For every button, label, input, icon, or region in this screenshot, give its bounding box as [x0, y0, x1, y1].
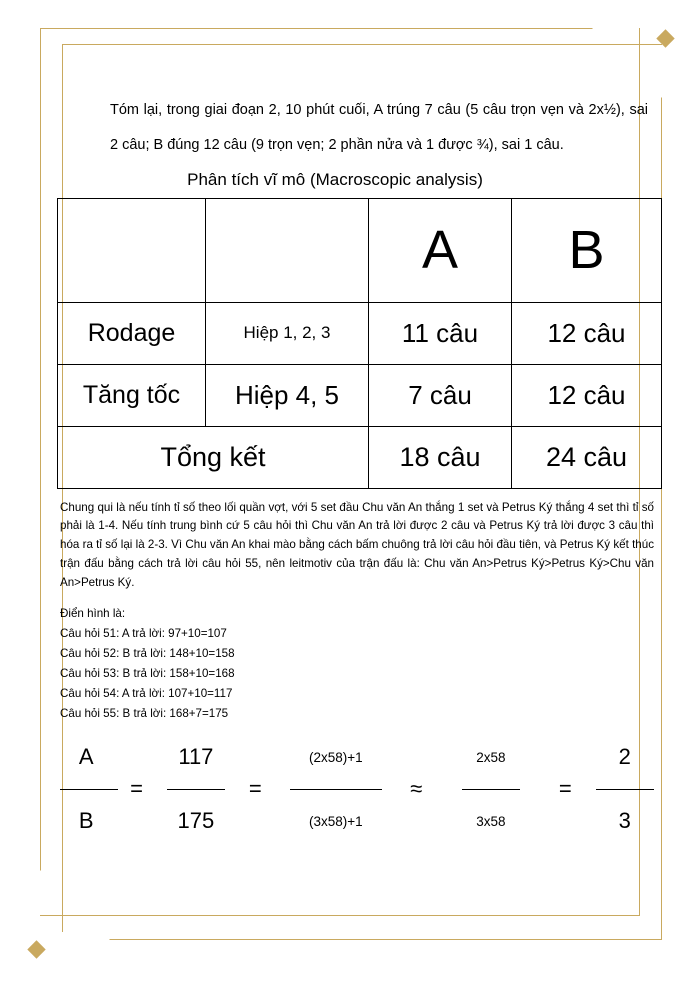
fraction-bar-3: [462, 789, 520, 790]
macroscopic-analysis-table: [57, 198, 662, 489]
fraction-bar-1: [167, 789, 225, 790]
eq-sign-3: =: [558, 776, 572, 802]
example-line: Câu hỏi 53: B trả lời: 158+10=168: [60, 667, 235, 681]
row-a-tongket: 18 câu: [369, 426, 512, 488]
row-sub-rodage: Hiệp 1, 2, 3: [206, 302, 369, 364]
eq-label-denominator: B: [78, 808, 94, 834]
row-a-tangtoc: 7 câu: [369, 364, 512, 426]
example-line: Câu hỏi 54: A trả lời: 107+10=117: [60, 687, 233, 701]
examples-block: [60, 604, 660, 724]
eq-fraction4-numerator: 2: [618, 744, 631, 770]
document-content: [60, 78, 660, 858]
table-row: [58, 364, 662, 426]
examples-heading: Điển hình là:: [60, 607, 126, 621]
eq-fraction2-denominator: (3x58)+1: [308, 813, 363, 829]
eq-label-numerator: A: [78, 744, 94, 770]
eq-sign-1: =: [130, 776, 143, 802]
fraction-bar-4: [596, 789, 654, 790]
eq-fraction3-denominator: 3x58: [476, 813, 506, 829]
row-b-rodage: 12 câu: [512, 302, 662, 364]
row-a-rodage: 11 câu: [369, 302, 512, 364]
example-line: Câu hỏi 52: B trả lời: 148+10=158: [60, 647, 235, 661]
header-cell-a: A: [369, 198, 512, 302]
row-sub-tangtoc: Hiệp 4, 5: [206, 364, 369, 426]
header-cell-b: B: [512, 198, 662, 302]
table-row: [58, 426, 662, 488]
table-title: Phân tích vĩ mô (Macroscopic analysis): [187, 169, 483, 189]
header-cell-blank-2: [206, 198, 369, 302]
intro-paragraph: Tóm lại, trong giai đoạn 2, 10 phút cuối, A trúng 7 câu (5 câu trọn vẹn và 2x½), sai 2 câu; B đúng 12 câu (9 trọn vẹn; 2 phần nửa và 1 được ¾), sai 1 câu.: [110, 101, 648, 154]
approx-sign: ≈: [410, 776, 423, 802]
example-line: Câu hỏi 51: A trả lời: 97+10=107: [60, 627, 227, 641]
table-row: [58, 302, 662, 364]
eq-fraction1-numerator: 117: [178, 744, 214, 770]
row-b-tongket: 24 câu: [512, 426, 662, 488]
ratio-equation: [60, 738, 660, 858]
row-label-tongket: Tổng kết: [58, 426, 369, 488]
fraction-bar-2: [290, 789, 382, 790]
eq-fraction2-numerator: (2x58)+1: [308, 749, 363, 765]
eq-fraction4-denominator: 3: [618, 808, 631, 834]
row-label-rodage: Rodage: [58, 302, 206, 364]
eq-sign-2: =: [248, 776, 262, 802]
table-header-row: [58, 198, 662, 302]
row-b-tangtoc: 12 câu: [512, 364, 662, 426]
example-line: Câu hỏi 55: B trả lời: 168+7=175: [60, 707, 229, 721]
diamond-ornament-bottom-left: [27, 940, 45, 958]
analysis-paragraph: Chung qui là nếu tính tỉ số theo lối quần vợt, với 5 set đầu Chu văn An thắng 1 set và Petrus Ký thắng 4 set thì tỉ số phải là 1-4. Nếu tính trung bình cứ 5 câu hỏi thì Chu văn An trả lời được 2 câu và Petrus Ký trả lời được 3 câu thì hóa ra tỉ số lại là 2-3. Vì Chu văn An khai mào bằng cách bấm chuông trả lời câu hỏi đầu tiên, và Petrus Ký kết thúc trận đấu bằng cách trả lời câu hỏi 55, nên leitmotiv của trận đấu là: Chu văn An>Petrus Ký>Petrus Ký>Chu văn An>Petrus Ký.: [60, 500, 654, 589]
header-cell-blank-1: [58, 198, 206, 302]
row-label-tangtoc: Tăng tốc: [58, 364, 206, 426]
fraction-bar-label: [60, 789, 118, 790]
eq-fraction3-numerator: 2x58: [476, 749, 506, 765]
eq-fraction1-denominator: 175: [177, 808, 215, 834]
